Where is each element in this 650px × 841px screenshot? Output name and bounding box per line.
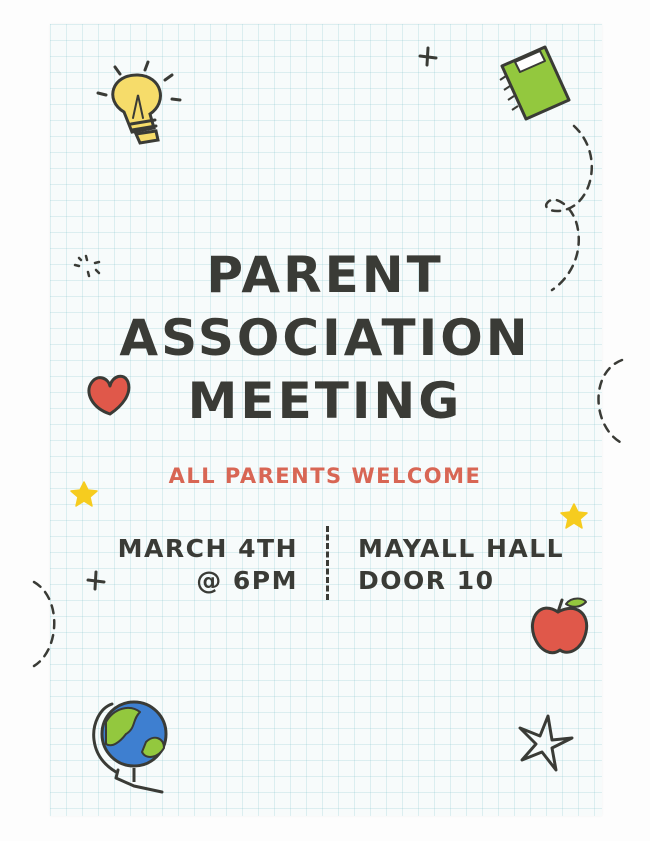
star-outline-icon bbox=[520, 716, 572, 770]
time-line: @ 6PM bbox=[196, 566, 298, 595]
dashed-arc bbox=[34, 582, 54, 666]
location-line-1: MAYALL HALL bbox=[358, 534, 565, 563]
lightbulb-icon bbox=[98, 62, 180, 143]
heart-icon bbox=[89, 376, 129, 414]
location-line-2: DOOR 10 bbox=[358, 566, 495, 595]
plus-icon bbox=[420, 48, 436, 65]
globe-icon bbox=[94, 702, 166, 792]
dashed-arc bbox=[599, 360, 623, 442]
apple-icon bbox=[532, 599, 586, 653]
plus-icon bbox=[88, 572, 104, 589]
dashed-loop-line bbox=[546, 126, 592, 290]
title-line-1: PARENT bbox=[206, 246, 444, 304]
notebook-icon bbox=[500, 47, 569, 119]
sparkle-icon bbox=[75, 256, 99, 276]
date-line: MARCH 4TH bbox=[117, 534, 298, 563]
title-line-3: MEETING bbox=[187, 372, 463, 430]
title-line-2: ASSOCIATION bbox=[119, 309, 531, 367]
star-icon bbox=[561, 504, 587, 528]
star-icon bbox=[71, 482, 97, 506]
subtitle: ALL PARENTS WELCOME bbox=[168, 464, 482, 488]
